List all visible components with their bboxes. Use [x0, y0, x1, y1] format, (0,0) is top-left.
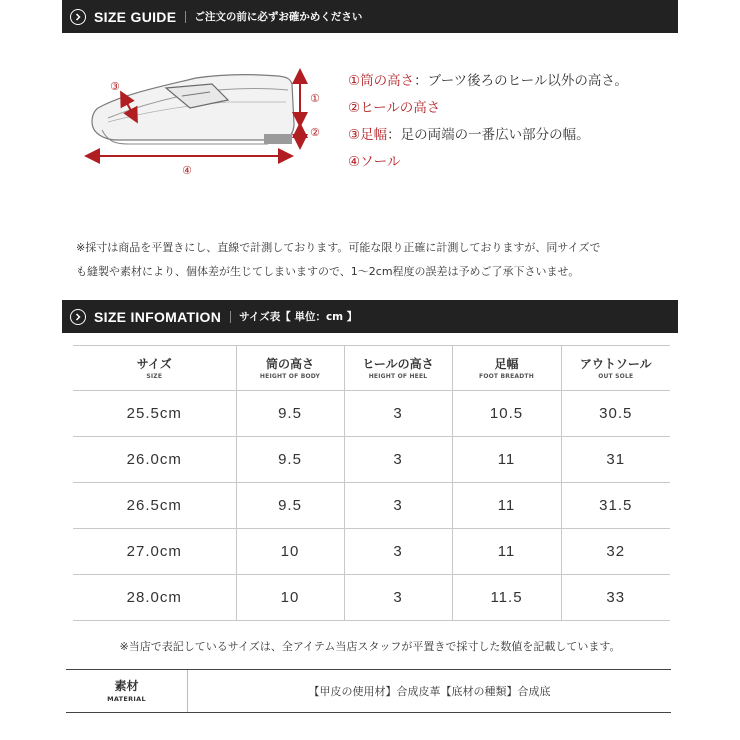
- material-row: [66, 670, 671, 712]
- marker-1: ①: [310, 92, 320, 105]
- table-cell: 9.5: [236, 437, 344, 483]
- table-header-row: [73, 346, 670, 391]
- marker-4: ④: [182, 164, 192, 177]
- size-guide-header: [62, 0, 678, 33]
- size-info-title: SIZE INFOMATION: [94, 308, 222, 325]
- loafer-diagram: [78, 60, 328, 180]
- legend-desc: ：足の両端の一番広い部分の幅。: [387, 127, 590, 143]
- size-note: ※当店で表記しているサイズは、全アイテム当店スタッフが平置きで採寸した数値を記載しています。: [119, 640, 621, 653]
- size-cell: 26.0cm: [73, 437, 236, 483]
- size-info-header: [62, 300, 678, 333]
- table-cell: 33: [561, 575, 670, 621]
- size-cell: 27.0cm: [73, 529, 236, 575]
- material-label: [66, 670, 188, 712]
- material-label-ja: 素材: [114, 678, 139, 693]
- note-line: も縫製や素材により、個体差が生じてしまいますので、1〜2cm程度の誤差は予めご了承下さいませ。: [76, 265, 580, 278]
- table-cell: 9.5: [236, 483, 344, 529]
- divider-line: [66, 712, 671, 713]
- table-row: [73, 529, 670, 575]
- size-info-subtitle: サイズ表【 単位：cm 】: [239, 311, 358, 323]
- table-row: [73, 391, 670, 437]
- table-cell: 3: [344, 575, 452, 621]
- table-cell: 30.5: [561, 391, 670, 437]
- table-cell: 10: [236, 575, 344, 621]
- measurement-legend: [348, 68, 628, 176]
- table-cell: 3: [344, 529, 452, 575]
- size-table: [73, 345, 670, 621]
- table-row: [73, 483, 670, 529]
- table-row: [73, 575, 670, 621]
- legend-item: [348, 95, 628, 122]
- column-header-height-of-heel: ヒールの高さ HEIGHT OF HEEL: [344, 346, 452, 391]
- legend-desc: ：ブーツ後ろのヒール以外の高さ。: [414, 73, 628, 89]
- legend-key: ④ソール: [348, 154, 401, 170]
- table-cell: 9.5: [236, 391, 344, 437]
- table-cell: 3: [344, 483, 452, 529]
- table-cell: 32: [561, 529, 670, 575]
- table-row: [73, 437, 670, 483]
- legend-key: ②ヒールの高さ: [348, 100, 441, 116]
- size-guide-title: SIZE GUIDE: [94, 8, 177, 25]
- size-guide-subtitle: ご注文の前に必ずお確かめください: [194, 11, 363, 23]
- shoe-outline: [92, 75, 294, 144]
- legend-item: [348, 68, 628, 95]
- size-cell: 28.0cm: [73, 575, 236, 621]
- table-cell: 11.5: [452, 575, 561, 621]
- table-cell: 31.5: [561, 483, 670, 529]
- table-cell: 3: [344, 437, 452, 483]
- table-cell: 10: [236, 529, 344, 575]
- table-cell: 11: [452, 529, 561, 575]
- legend-item: [348, 122, 628, 149]
- header-divider: [185, 11, 186, 23]
- note-line: ※採寸は商品を平置きにし、直線で計測しております。可能な限り正確に計測しておりますが、同サイズで: [76, 241, 601, 254]
- size-cell: 25.5cm: [73, 391, 236, 437]
- table-cell: 31: [561, 437, 670, 483]
- chevron-right-icon: [70, 9, 86, 25]
- table-cell: 10.5: [452, 391, 561, 437]
- column-header-size: サイズ SIZE: [73, 346, 236, 391]
- chevron-right-icon: [70, 309, 86, 325]
- column-header-height-of-body: 筒の高さ HEIGHT OF BODY: [236, 346, 344, 391]
- size-cell: 26.5cm: [73, 483, 236, 529]
- measurement-note: [76, 236, 676, 284]
- legend-key: ①筒の高さ: [348, 73, 415, 89]
- marker-3: ③: [110, 80, 120, 93]
- table-cell: 11: [452, 483, 561, 529]
- material-value: 【甲皮の使用材】合成皮革【底材の種類】合成底: [308, 685, 551, 698]
- legend-item: [348, 149, 628, 176]
- marker-2: ②: [310, 126, 320, 139]
- material-label-en: MATERIAL: [107, 694, 146, 703]
- column-header-out-sole: アウトソール OUT SOLE: [561, 346, 670, 391]
- table-cell: 3: [344, 391, 452, 437]
- column-header-foot-breadth: 足幅 FOOT BREADTH: [452, 346, 561, 391]
- legend-key: ③足幅: [348, 127, 388, 143]
- header-divider: [230, 311, 231, 323]
- table-cell: 11: [452, 437, 561, 483]
